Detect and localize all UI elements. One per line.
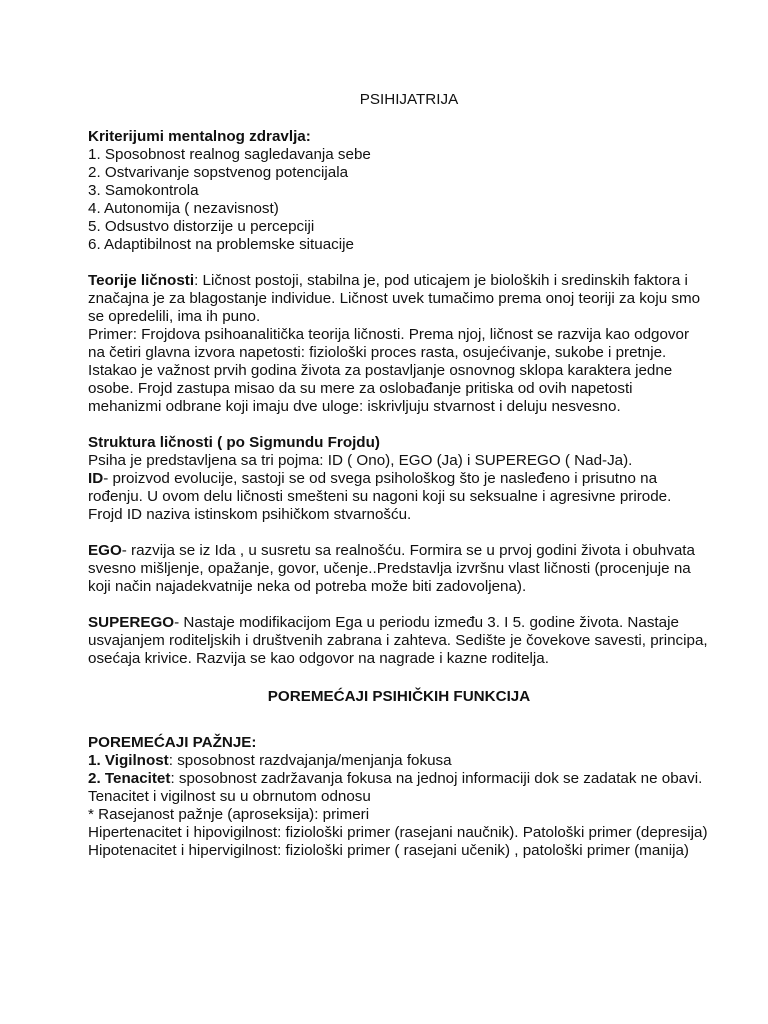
criteria-heading: Kriterijumi mentalnog zdravlja:: [88, 128, 311, 145]
id-paragraph: [88, 470, 708, 524]
list-item: 1. Sposobnost realnog sagledavanja sebe: [88, 146, 371, 163]
id-text: - proizvod evolucije, sastoji se od svega psihološkog što je nasleđeno i prisutno na rođenju. U ovom delu ličnosti smešteni su nagoni koji su seksualne i agresivne prirode. Frojd ID naziva istinskom psihičkom stvarnošću.: [88, 470, 672, 523]
spacer: [88, 416, 708, 434]
rasejanost-line: * Rasejanost pažnje (aproseksija): primeri: [88, 806, 370, 823]
hypertenacitet-line: Hipertenacitet i hipovigilnost: fiziološki primer (rasejani naučnik). Patološki primer (depresija): [88, 824, 708, 841]
structure-heading: Struktura ličnosti ( po Sigmundu Frojdu): [88, 434, 380, 451]
theories-text: : Ličnost postoji, stabilna je, pod uticajem je bioloških i sredinskih faktora i značajna je za blagostanje individue. Ličnost uvek tumačimo prema onoj teoriji za koju smo se opredelili, ima ih puno.: [88, 272, 701, 325]
superego-text: - Nastaje modifikacijom Ega u periodu između 3. I 5. godine života. Nastaje usvajanjem roditeljskih i društvenih zabrana i zahteva. Sedište je čovekove savesti, principa, osećaja krivice. Razvija se kao odgovor na nagrade i kazne roditelja.: [88, 614, 708, 667]
ego-term: EGO: [88, 542, 122, 559]
id-term: ID: [88, 470, 104, 487]
disorders-section: [88, 686, 708, 860]
spacer: [88, 708, 708, 734]
tenacitet-text: : sposobnost zadržavanja fokusa na jednoj informaciji dok se zadatak ne obavi. Tenacitet i vigilnost su u obrnutom odnosu: [88, 770, 703, 805]
tenacitet-paragraph: [88, 770, 708, 806]
theories-example: Primer: Frojdova psihoanalitička teorija ličnosti. Prema njoj, ličnost se razvija kao odgovor na četiri glavna izvora napetosti: fiziološki proces rasta, osujećivanje, sukobe i pretnje. Istakao je važnost prvih godina života za postavljanje osnovnog sklopa karaktera jedne osobe. Frojd zastupa misao da su mere za oslobađanje pritiska od ovih napetosti mehanizmi odbrane koji imaju dve uloge: iskrivljuju stvarnost i deluju nesvesno.: [88, 326, 690, 415]
document-title: PSIHIJATRIJA: [359, 91, 459, 108]
attention-heading: POREMEĆAJI PAŽNJE:: [88, 734, 257, 751]
spacer: [88, 668, 708, 686]
theories-paragraph: [88, 272, 708, 326]
criteria-section: [88, 128, 708, 254]
criteria-list: [88, 146, 708, 254]
superego-term: SUPEREGO: [88, 614, 175, 631]
spacer: [88, 524, 708, 542]
theories-term: Teorije ličnosti: [88, 272, 195, 289]
spacer: [88, 254, 708, 272]
ego-text: - razvija se iz Ida , u susretu sa realnošću. Formira se u prvoj godini života i obuhvata svesno mišljenje, opažanje, govor, učenje..Predstavlja izvršnu vlast ličnosti (procenjuje na koji način najadekvatnije neka od potreba može biti zadovoljena).: [88, 542, 695, 595]
ego-paragraph: [88, 542, 708, 596]
spacer: [88, 596, 708, 614]
structure-intro: Psiha je predstavljena sa tri pojma: ID ( Ono), EGO (Ja) i SUPEREGO ( Nad-Ja).: [88, 452, 633, 469]
hypotenacitet-line: Hipotenacitet i hipervigilnost: fiziološki primer ( rasejani učenik) , patološki primer (manija): [88, 842, 689, 859]
list-item: 4. Autonomija ( nezavisnost): [88, 200, 279, 217]
superego-paragraph: [88, 614, 708, 668]
vigilnost-text: : sposobnost razdvajanja/menjanja fokusa: [168, 752, 452, 769]
list-item: 2. Ostvarivanje sopstvenog potencijala: [88, 164, 349, 181]
structure-section: [88, 434, 708, 668]
list-item: 5. Odsustvo distorzije u percepciji: [88, 218, 315, 235]
tenacitet-term: 2. Tenacitet: [88, 770, 171, 787]
vigilnost-paragraph: [88, 752, 708, 770]
list-item: 6. Adaptibilnost na problemske situacije: [88, 236, 354, 253]
list-item: 3. Samokontrola: [88, 182, 199, 199]
theories-section: [88, 272, 708, 416]
vigilnost-term: 1. Vigilnost: [88, 752, 169, 769]
disorders-title: POREMEĆAJI PSIHIČKIH FUNKCIJA: [267, 688, 531, 705]
